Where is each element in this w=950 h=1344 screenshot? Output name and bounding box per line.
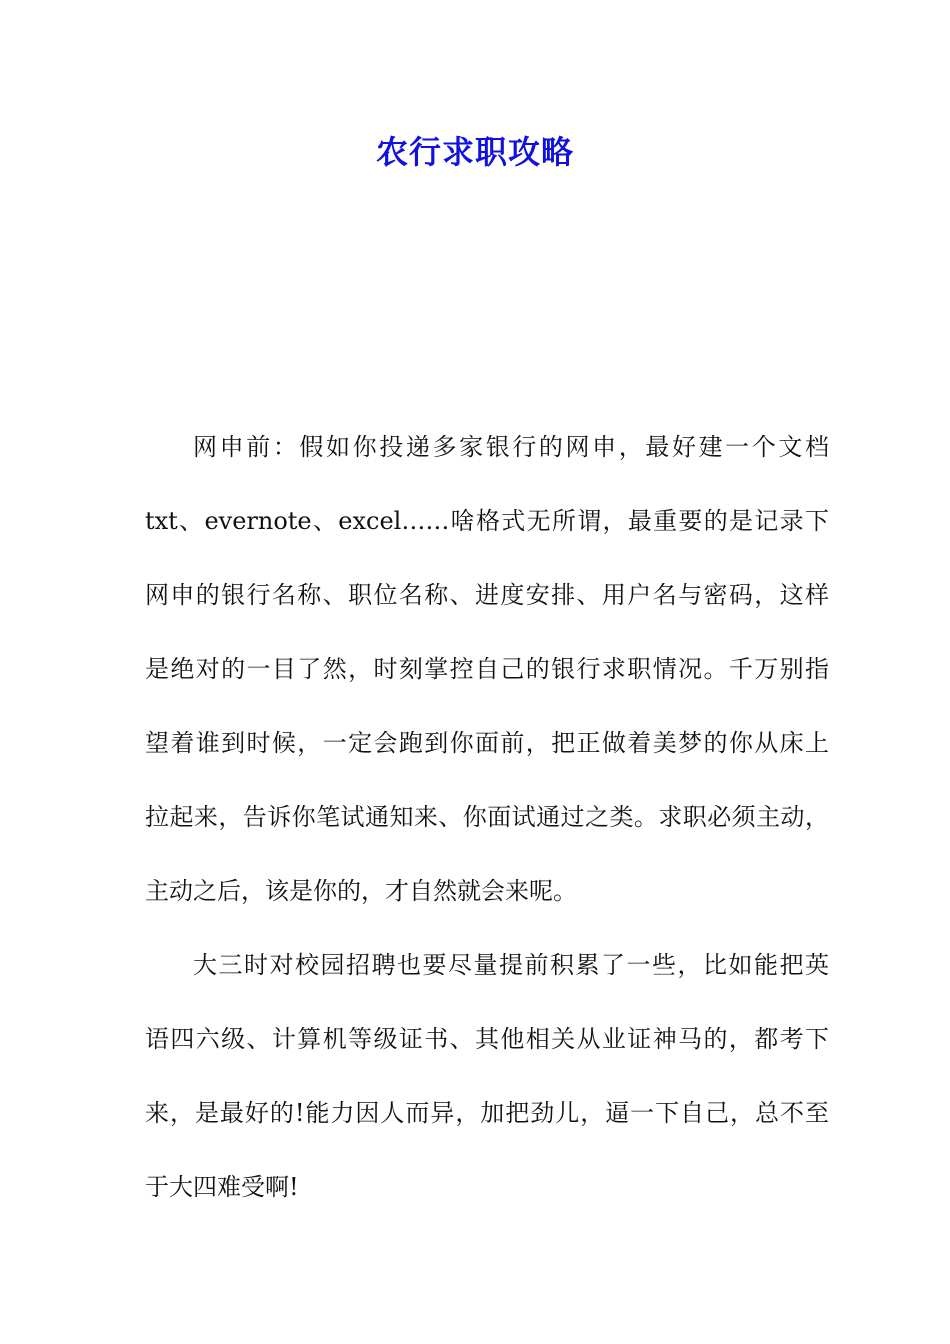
paragraph-1 xyxy=(145,410,829,928)
document-body xyxy=(145,410,829,1224)
paragraph-line: txt、evernote、excel……啥格式无所谓，最重要的是记录下 xyxy=(145,507,829,535)
paragraph-line: 拉起来，告诉你笔试通知来、你面试通过之类。求职必须主动， xyxy=(145,803,829,831)
paragraph-line: 语四六级、计算机等级证书、其他相关从业证神马的，都考下 xyxy=(145,1025,829,1053)
paragraph-2 xyxy=(145,928,829,1224)
document-title: 农行求职攻略 xyxy=(375,133,574,171)
paragraph-line: 来，是最好的!能力因人而异，加把劲儿，逼一下自己，总不至 xyxy=(145,1099,829,1127)
paragraph-line: 大三时对校园招聘也要尽量提前积累了一些，比如能把英 xyxy=(193,951,829,979)
paragraph-line: 网申前：假如你投递多家银行的网申，最好建一个文档 xyxy=(193,433,829,461)
paragraph-line: 望着谁到时候，一定会跑到你面前，把正做着美梦的你从床上 xyxy=(145,729,829,757)
paragraph-line: 网申的银行名称、职位名称、进度安排、用户名与密码，这样 xyxy=(145,581,829,609)
paragraph-line: 是绝对的一目了然，时刻掌控自己的银行求职情况。千万别指 xyxy=(145,655,829,683)
paragraph-line: 主动之后，该是你的，才自然就会来呢。 xyxy=(145,877,577,905)
paragraph-line: 于大四难受啊! xyxy=(145,1173,299,1201)
